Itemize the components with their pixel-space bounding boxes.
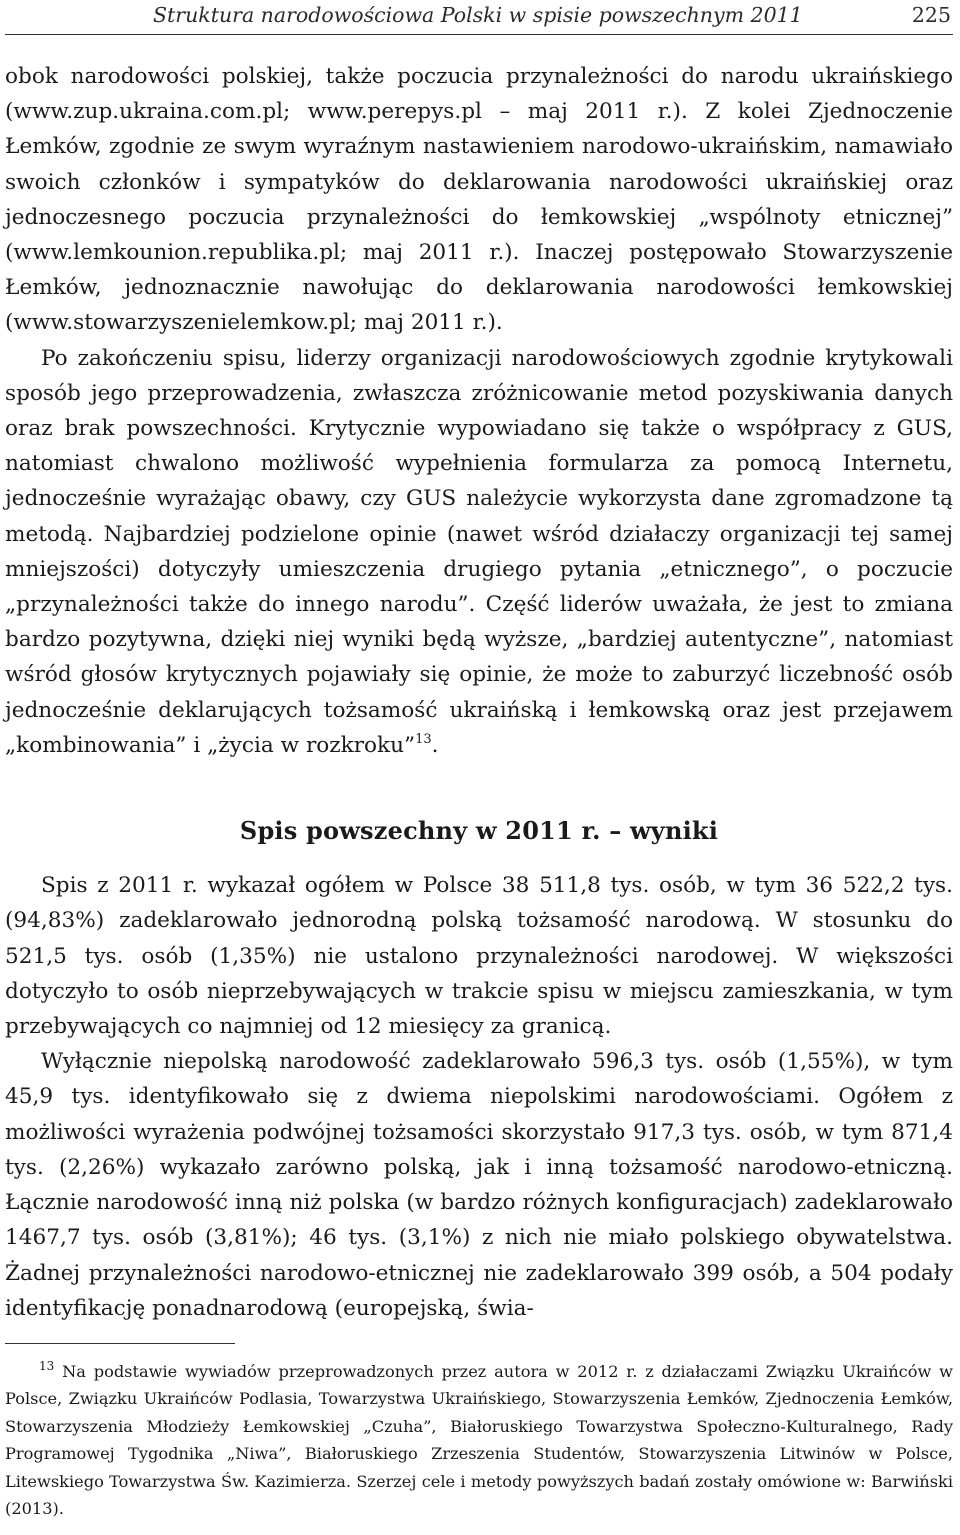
section-heading: Spis powszechny w 2011 r. – wyniki [239,816,719,846]
paragraph-3: Spis z 2011 r. wykazał ogółem w Polsce 38 511,8 tys. osób, w tym 36 522,2 tys. (94,83%) zadeklarowało jednorodną polską tożsamość narodową. W stosunku do 521,5 tys. osób (1,35%) nie ustalono przynależności narodowej. W większości dotyczyło to osób nieprzebywających w trakcie spisu w miejscu zamieszkania, w tym przebywających co najmniej od 12 miesięcy za granicą. [5,873,953,1040]
running-head-title: Struktura narodowościowa Polski w spisie powszechnym 2011 [153,3,803,27]
footnote-number: 13 [39,1358,55,1373]
paragraph-4: Wyłącznie niepolską narodowość zadeklarowało 596,3 tys. osób (1,55%), w tym 45,9 tys. identyfikowało się z dwiema niepolskimi narodowościami. Ogółem z możliwości wyrażenia podwójnej tożsamości skorzystało 917,3 tys. osób, w tym 871,4 tys. (2,26%) wykazało zarówno polską, jak i inną tożsamość narodowo-etniczną. Łącznie narodowość inną niż polska (w bardzo różnych konfiguracjach) zadeklarowało 1467,7 tys. osób (3,81%); 46 tys. (3,1%) z nich nie miało polskiego obywatelstwa. Żadnej przynależności narodowo-etnicznej nie zadeklarowało 399 osób, a 504 podały identyfikację ponadnarodową (europejską, świa- [5,1049,953,1321]
body-text [5,59,953,1326]
paragraph-2-text: Po zakończeniu spisu, liderzy organizacji narodowościowych zgodnie krytykowali sposób jego przeprowadzenia, zwłaszcza zróżnicowanie metod pozyskiwania danych oraz brak powszechności. Krytycznie wypowiadano się także o współpracy z GUS, natomiast chwalono możliwość wypełnienia formularza za pomocą Internetu, jednocześnie wyrażając obawy, czy GUS należycie wykorzysta dane zgromadzone tą metodą. Najbardziej podzielone opinie (nawet wśród działaczy organizacji tej samej mniejszości) dotyczyły umieszczenia drugiego pytania „etnicznego”, o poczucie „przynależności także do innego narodu”. Część liderów uważała, że jest to zmiana bardzo pozytywna, dzięki niej wyniki będą wyższe, „bardziej autentyczne”, natomiast wśród głosów krytycznych pojawiały się opinie, że może to zaburzyć liczebność osób jednocześnie deklarujących tożsamość ukraińską i łemkowską oraz jest przejawem „kombinowania” i „życia w rozkroku” [5,345,953,758]
document-page [5,0,953,1523]
paragraph-2 [5,341,953,763]
footnote-text: Na podstawie wywiadów przeprowadzonych przez autora w 2012 r. z działaczami Związku Ukraińców w Polsce, Związku Ukraińców Podlasia, Towarzystwa Ukraińskiego, Stowarzyszenia Łemków, Zjednoczenia Łemków, Stowarzyszenia Młodzieży Łemkowskiej „Czuha”, Białoruskiego Towarzystwa Społeczno-Kulturalnego, Rady Programowej Tygodnika „Niwa”, Białoruskiego Zrzeszenia Studentów, Stowarzyszenia Litwinów w Polsce, Litewskiego Towarzystwa Św. Kazimierza. Szerzej cele i metody powyższych badań zostały omówione w: Barwiński (2013). [5,1361,953,1519]
page-number: 225 [911,3,951,27]
footnote-divider [5,1343,235,1344]
footnote [5,1358,953,1523]
running-head [5,0,953,35]
paragraph-2-end: . [431,732,439,758]
footnote-reference[interactable]: 13 [415,731,432,747]
paragraph-1: obok narodowości polskiej, także poczucia przynależności do narodu ukraińskiego (www.zup.ukraina.com.pl; www.perepys.pl – maj 2011 r.). Z kolei Zjednoczenie Łemków, zgodnie ze swym wyraźnym nastawieniem narodowo-ukraińskim, namawiało swoich członków i sympatyków do deklarowania narodowości ukraińskiej oraz jednoczesnego poczucia przynależności do łemkowskiej „wspólnoty etnicznej” (www.lemkounion.republika.pl; maj 2011 r.). Inaczej postępowało Stowarzyszenie Łemków, jednoznacznie nawołując do deklarowania narodowości łemkowskiej (www.stowarzyszenielemkow.pl; maj 2011 r.). [5,64,953,336]
